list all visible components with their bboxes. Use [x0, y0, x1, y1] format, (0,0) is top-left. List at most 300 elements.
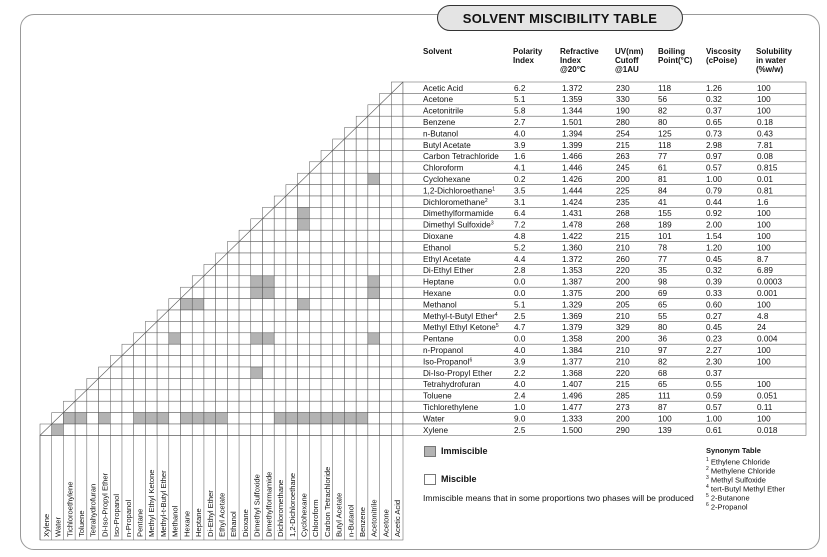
miscibility-cell [344, 356, 356, 367]
cell-refractive: 1.446 [562, 163, 583, 173]
miscibility-cell [380, 253, 392, 264]
miscibility-cell [391, 287, 403, 298]
page-title: SOLVENT MISCIBILITY TABLE [437, 5, 683, 31]
cell-name: Methanol [423, 300, 457, 310]
miscibility-cell [356, 196, 368, 207]
miscibility-cell [333, 230, 345, 241]
miscibility-cell [192, 424, 204, 435]
miscibility-cell [380, 333, 392, 344]
cell-uv: 235 [616, 197, 630, 207]
legend-miscible-swatch [424, 474, 436, 485]
miscibility-cell [251, 413, 263, 424]
cell-uv: 268 [616, 209, 630, 219]
miscibility-cell [391, 390, 403, 401]
cell-uv: 200 [616, 277, 630, 287]
cell-visc: 2.27 [706, 346, 722, 355]
miscibility-cell [122, 401, 134, 412]
miscibility-cell [391, 321, 403, 332]
cell-polarity: 2.5 [514, 311, 526, 321]
cell-refractive: 1.477 [562, 403, 583, 412]
miscibility-cell [286, 424, 298, 435]
miscibility-cell [391, 105, 403, 116]
miscibility-cell [204, 344, 216, 355]
miscibility-cell [181, 390, 193, 401]
miscibility-cell [239, 242, 251, 253]
cell-visc: 0.27 [706, 311, 722, 321]
cell-sol: 0.43 [757, 129, 773, 139]
miscibility-cell [380, 344, 392, 355]
miscibility-cell [298, 378, 310, 389]
solvent-table [403, 82, 806, 435]
synonym-table-title: Synonym Table [706, 446, 761, 455]
cell-bp: 77 [658, 254, 668, 264]
miscibility-cell [286, 299, 298, 310]
miscibility-cell [380, 207, 392, 218]
cell-name: 1,2-Dichloroethane$^1$ [423, 186, 495, 196]
miscibility-cell [333, 253, 345, 264]
cell-visc: 1.00 [706, 414, 722, 424]
miscibility-cell [157, 344, 169, 355]
legend-miscible-label: Miscible [441, 474, 477, 484]
column-label: Methyl Ethyl Ketone [147, 469, 157, 537]
synonym-item: $^6$ 2-Propanol [706, 502, 748, 512]
cell-sol: 1.6 [757, 197, 769, 207]
miscibility-cell [169, 356, 181, 367]
miscibility-cell [391, 253, 403, 264]
miscibility-cell [380, 116, 392, 127]
cell-name: Ethanol [423, 243, 451, 253]
miscibility-cell [368, 333, 380, 344]
miscibility-cell [380, 264, 392, 275]
miscibility-cell [239, 424, 251, 435]
miscibility-cell [274, 333, 286, 344]
cell-refractive: 1.394 [562, 129, 583, 139]
miscibility-cell [321, 185, 333, 196]
miscibility-cell [333, 264, 345, 275]
column-label: Acetonitrile [369, 499, 379, 537]
cell-bp: 82 [658, 106, 668, 116]
miscibility-cell [204, 413, 216, 424]
miscibility-cell [181, 424, 193, 435]
miscibility-cell [262, 344, 274, 355]
miscibility-cell [262, 321, 274, 332]
synonym-item: $^4$ tert-Butyl Methyl Ether [706, 484, 786, 494]
miscibility-cell [356, 401, 368, 412]
miscibility-cell [380, 139, 392, 150]
cell-bp: 155 [658, 209, 672, 219]
miscibility-cell [298, 299, 310, 310]
miscibility-cell [274, 276, 286, 287]
cell-polarity: 0.0 [514, 334, 526, 344]
cell-polarity: 3.5 [514, 186, 526, 196]
miscibility-cell [333, 299, 345, 310]
miscibility-cell [321, 424, 333, 435]
miscibility-cell [262, 378, 274, 389]
miscibility-cell [204, 299, 216, 310]
miscibility-cell [286, 367, 298, 378]
column-label: Methanol [170, 505, 180, 537]
miscibility-cell [145, 390, 157, 401]
miscibility-cell [356, 173, 368, 184]
miscibility-cell [227, 333, 239, 344]
miscibility-cell [181, 310, 193, 321]
cell-polarity: 5.1 [514, 95, 526, 105]
miscibility-cell [309, 401, 321, 412]
miscibility-cell [251, 321, 263, 332]
cell-name: Xylene [423, 425, 449, 435]
cell-refractive: 1.379 [562, 323, 583, 333]
cell-uv: 290 [616, 425, 630, 435]
miscibility-cell [216, 378, 228, 389]
miscibility-cell [262, 424, 274, 435]
cell-visc: 1.26 [706, 83, 722, 93]
cell-sol: 100 [757, 83, 771, 93]
miscibility-cell [298, 242, 310, 253]
miscibility-cell [356, 344, 368, 355]
miscibility-cell [391, 139, 403, 150]
miscibility-cell [391, 344, 403, 355]
miscibility-cell [63, 424, 75, 435]
miscibility-cell [204, 378, 216, 389]
table-row [403, 390, 806, 401]
miscibility-cell [356, 287, 368, 298]
miscibility-cell [333, 207, 345, 218]
cell-polarity: 1.6 [514, 152, 526, 162]
cell-name: Dimethylformamide [423, 209, 494, 219]
miscibility-cell [239, 378, 251, 389]
cell-visc: 0.59 [706, 391, 722, 401]
column-label: Ethyl Acetate [217, 492, 227, 537]
miscibility-cell [356, 185, 368, 196]
miscibility-cell [192, 390, 204, 401]
miscibility-cell [274, 321, 286, 332]
miscibility-cell [321, 413, 333, 424]
miscibility-cell [391, 219, 403, 230]
cell-bp: 80 [658, 118, 668, 127]
miscibility-cell [251, 299, 263, 310]
cell-name: Acetone [423, 95, 454, 105]
miscibility-cell [274, 219, 286, 230]
miscibility-cell [391, 264, 403, 275]
column-label: Toluene [76, 510, 86, 537]
column-label: Xylene [41, 513, 51, 537]
cell-sol: 4.8 [757, 311, 769, 321]
miscibility-cell [380, 185, 392, 196]
cell-uv: 220 [616, 368, 630, 378]
cell-bp: 118 [658, 140, 672, 150]
miscibility-cell [298, 413, 310, 424]
cell-uv: 200 [616, 175, 630, 184]
cell-bp: 87 [658, 403, 668, 412]
miscibility-cell [157, 321, 169, 332]
miscibility-cell [134, 356, 146, 367]
cell-uv: 200 [616, 289, 630, 298]
miscibility-cell [286, 333, 298, 344]
table-row [403, 242, 806, 253]
miscibility-cell [204, 310, 216, 321]
cell-polarity: 1.0 [514, 403, 526, 412]
miscibility-cell [216, 413, 228, 424]
miscibility-cell [321, 344, 333, 355]
cell-refractive: 1.387 [562, 277, 583, 287]
cell-name: Benzene [423, 118, 456, 127]
cell-name: Hexane [423, 289, 452, 298]
column-label: Di-Ethyl Ether [205, 490, 215, 537]
cell-uv: 210 [616, 357, 630, 367]
cell-uv: 330 [616, 95, 630, 105]
synonym-item: $^3$ Methyl Sulfoxide [706, 475, 766, 485]
miscibility-cell [380, 390, 392, 401]
miscibility-cell [309, 424, 321, 435]
miscibility-cell [204, 276, 216, 287]
cell-bp: 55 [658, 311, 668, 321]
miscibility-cell [145, 413, 157, 424]
miscibility-cell [274, 344, 286, 355]
cell-uv: 280 [616, 118, 630, 127]
table-row [403, 413, 806, 424]
miscibility-cell [380, 230, 392, 241]
miscibility-cell [262, 356, 274, 367]
miscibility-cell [309, 287, 321, 298]
miscibility-cell [192, 321, 204, 332]
miscibility-cell [368, 128, 380, 139]
miscibility-cell [227, 344, 239, 355]
miscibility-cell [333, 424, 345, 435]
miscibility-cell [239, 253, 251, 264]
miscibility-cell [309, 367, 321, 378]
cell-name: Cyclohexane [423, 175, 471, 184]
miscibility-cell [239, 321, 251, 332]
miscibility-cell [391, 185, 403, 196]
miscibility-cell [216, 299, 228, 310]
cell-refractive: 1.372 [562, 83, 583, 93]
header-viscosity: Viscosity (cPoise) [706, 47, 741, 65]
cell-uv: 215 [616, 232, 630, 241]
cell-visc: 0.60 [706, 300, 722, 310]
miscibility-cell [368, 299, 380, 310]
table-row [403, 128, 806, 139]
miscibility-cell [380, 378, 392, 389]
miscibility-cell [356, 162, 368, 173]
cell-name: Tetrahydrofuran [423, 380, 481, 390]
miscibility-cell [344, 230, 356, 241]
miscibility-cell [298, 367, 310, 378]
cell-sol: 6.89 [757, 266, 773, 276]
cell-uv: 273 [616, 403, 630, 412]
miscibility-cell [110, 424, 122, 435]
cell-name: Acetic Acid [423, 83, 464, 93]
cell-refractive: 1.407 [562, 380, 583, 390]
cell-sol: 0.08 [757, 152, 773, 162]
miscibility-cell [239, 344, 251, 355]
cell-bp: 81 [658, 175, 668, 184]
column-label: Water [53, 517, 63, 537]
miscibility-cell [356, 424, 368, 435]
miscibility-cell [192, 333, 204, 344]
cell-polarity: 4.0 [514, 380, 526, 390]
cell-uv: 210 [616, 243, 630, 253]
cell-polarity: 5.8 [514, 106, 526, 116]
miscibility-cell [87, 390, 99, 401]
cell-bp: 97 [658, 346, 668, 355]
miscibility-cell [309, 299, 321, 310]
cell-visc: 0.37 [706, 106, 722, 116]
cell-bp: 139 [658, 425, 672, 435]
miscibility-cell [227, 390, 239, 401]
miscibility-cell [181, 333, 193, 344]
synonym-item: $^2$ Methylene Chloride [706, 466, 776, 476]
miscibility-cell [157, 413, 169, 424]
cell-refractive: 1.384 [562, 346, 583, 355]
miscibility-cell [122, 413, 134, 424]
miscibility-cell [227, 356, 239, 367]
cell-uv: 190 [616, 106, 630, 116]
cell-polarity: 0.2 [514, 175, 526, 184]
cell-polarity: 4.0 [514, 346, 526, 355]
miscibility-cell [356, 128, 368, 139]
miscibility-cell [368, 207, 380, 218]
miscibility-cell [227, 310, 239, 321]
miscibility-cell [391, 150, 403, 161]
cell-name: Ethyl Acetate [423, 254, 471, 264]
miscibility-cell [321, 196, 333, 207]
table-row [403, 93, 806, 104]
cell-visc: 1.20 [706, 243, 722, 253]
cell-refractive: 1.344 [562, 106, 583, 116]
miscibility-cell [286, 287, 298, 298]
miscibility-cell [356, 219, 368, 230]
cell-sol: 0.01 [757, 175, 773, 184]
miscibility-cell [181, 344, 193, 355]
miscibility-cell [274, 367, 286, 378]
cell-polarity: 0.0 [514, 277, 526, 287]
miscibility-cell [321, 207, 333, 218]
miscibility-cell [368, 173, 380, 184]
miscibility-cell [251, 378, 263, 389]
miscibility-cell [333, 413, 345, 424]
miscibility-cell [227, 413, 239, 424]
miscibility-cell [333, 367, 345, 378]
miscibility-cell [356, 242, 368, 253]
cell-refractive: 1.329 [562, 300, 583, 310]
cell-name: Toluene [423, 391, 452, 401]
cell-polarity: 6.2 [514, 83, 526, 93]
cell-visc: 0.39 [706, 277, 722, 287]
miscibility-cell [169, 401, 181, 412]
cell-uv: 210 [616, 311, 630, 321]
cell-uv: 268 [616, 220, 630, 230]
column-label: Dioxane [240, 509, 250, 537]
miscibility-cell [134, 344, 146, 355]
miscibility-cell [309, 173, 321, 184]
cell-polarity: 2.5 [514, 425, 526, 435]
cell-sol: 0.18 [757, 118, 773, 127]
miscibility-cell [380, 310, 392, 321]
cell-bp: 189 [658, 220, 672, 230]
miscibility-cell [356, 253, 368, 264]
column-label: Acetone [381, 509, 391, 537]
miscibility-cell [344, 287, 356, 298]
miscibility-cell [262, 310, 274, 321]
miscibility-cell [262, 299, 274, 310]
cell-visc: 1.54 [706, 232, 722, 241]
cell-name: Methyl-t-Butyl Ether$^4$ [423, 311, 498, 321]
miscibility-cell [110, 378, 122, 389]
miscibility-cell [391, 356, 403, 367]
miscibility-cell [181, 356, 193, 367]
miscibility-cell [251, 424, 263, 435]
miscibility-cell [216, 287, 228, 298]
cell-polarity: 4.4 [514, 254, 526, 264]
cell-polarity: 4.8 [514, 232, 526, 241]
miscibility-cell [380, 150, 392, 161]
miscibility-cell [391, 276, 403, 287]
miscibility-cell [344, 253, 356, 264]
legend-immiscible-swatch [424, 446, 436, 457]
miscibility-cell [274, 424, 286, 435]
miscibility-cell [227, 424, 239, 435]
cell-visc: 0.65 [706, 118, 722, 127]
miscibility-cell [216, 367, 228, 378]
column-label: Chloroform [311, 499, 321, 537]
miscibility-cell [145, 378, 157, 389]
cell-refractive: 1.375 [562, 289, 583, 298]
cell-bp: 84 [658, 186, 668, 196]
cell-sol: 100 [757, 95, 771, 105]
cell-uv: 263 [616, 152, 630, 162]
miscibility-cell [380, 128, 392, 139]
table-row [403, 287, 806, 298]
miscibility-cell [239, 390, 251, 401]
cell-refractive: 1.360 [562, 243, 583, 253]
miscibility-cell [298, 196, 310, 207]
miscibility-cell [298, 276, 310, 287]
miscibility-cell [298, 253, 310, 264]
column-label: Pentane [135, 508, 145, 537]
miscibility-cell [368, 390, 380, 401]
miscibility-cell [286, 413, 298, 424]
miscibility-cell [298, 219, 310, 230]
miscibility-cell [99, 413, 111, 424]
miscibility-cell [321, 321, 333, 332]
miscibility-cell [309, 264, 321, 275]
miscibility-cell [356, 264, 368, 275]
miscibility-cell [344, 424, 356, 435]
miscibility-cell [309, 219, 321, 230]
miscibility-cell [321, 264, 333, 275]
miscibility-cell [145, 344, 157, 355]
miscibility-cell [274, 356, 286, 367]
miscibility-cell [262, 230, 274, 241]
miscibility-cell [134, 413, 146, 424]
miscibility-cell [274, 413, 286, 424]
miscibility-cell [251, 287, 263, 298]
miscibility-cell [157, 424, 169, 435]
cell-visc: 0.57 [706, 403, 722, 412]
column-label: Di-Iso-Propyl Ether [100, 472, 110, 537]
miscibility-cell [368, 287, 380, 298]
miscibility-cell [321, 401, 333, 412]
miscibility-cell [380, 196, 392, 207]
miscibility-cell [380, 173, 392, 184]
miscibility-cell [274, 242, 286, 253]
miscibility-cell [99, 401, 111, 412]
column-label: Dichloromethane [276, 479, 286, 537]
miscibility-cell [380, 105, 392, 116]
miscibility-cell [204, 356, 216, 367]
miscibility-cell [391, 242, 403, 253]
cell-visc: 0.32 [706, 95, 722, 105]
